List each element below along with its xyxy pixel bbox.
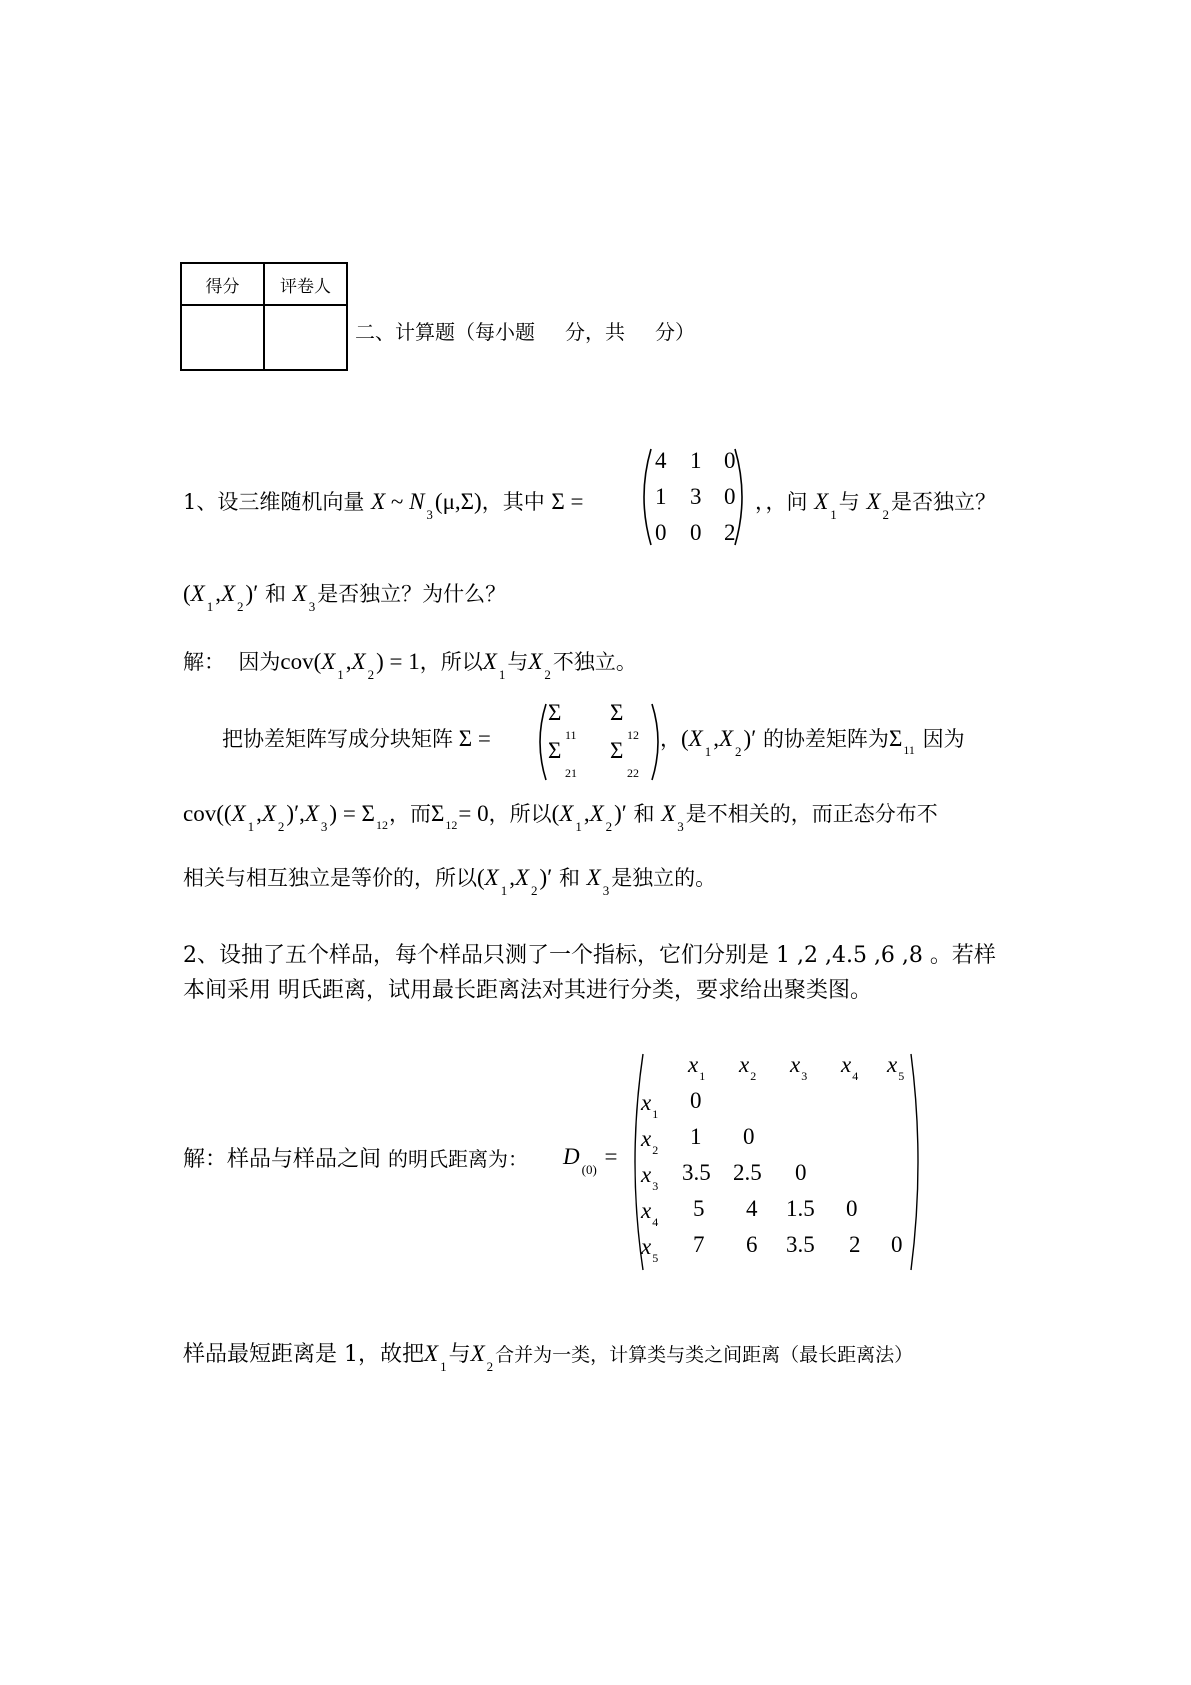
section-title: 二、计算题（每小题 分，共 分） (355, 320, 695, 344)
grader-cell (264, 305, 347, 370)
last-line: 样品最短距离是 1，故把$X_1$与$X_2$合并为一类，计算类与类之间距离（最长距离法） (183, 1341, 914, 1374)
q1-line2: $(X_1,X_2)'$ 和 $X_3$是否独立？为什么？ (183, 581, 507, 614)
q1-line1: 1、设三维随机向量 X ~ $N_3(\mu,\Sigma)$，其中 Σ = (183, 489, 584, 522)
sol1-line4: 相关与相互独立是等价的，所以$(X_1,X_2)'$ 和 $X_3$是独立的。 (183, 865, 717, 898)
table-double-line (346, 262, 347, 369)
distance-matrix-parens (625, 1052, 925, 1272)
sol2-label: 解：样品与样品之间 的明氏距离为： (183, 1147, 529, 1172)
q1-line1-end: ，，问 $X_1$与 $X_2$是否独立？ (755, 489, 996, 522)
q2-line1: 2、设抽了五个样品，每个样品只测了一个指标，它们分别是 1 ,2 ,4.5 ,6 ,8 。若样 (183, 943, 996, 968)
score-cell (181, 305, 264, 370)
distance-matrix-symbol: $D_{(0)}$ = (563, 1144, 618, 1177)
sol1-line3: $cov((X_1,X_2)',X_3) = \Sigma_{12}$，而$\Sigma_{12}= 0$，所以$(X_1,X_2)'$ 和 $X_3$是不相关的，而正态分布不 (183, 801, 938, 834)
score-table (180, 262, 348, 371)
score-header: 得分 (181, 263, 264, 305)
sol1-line1: 解： 因为$cov(X_1,X_2) = 1$，所以$X_1$与$X_2$不独立。 (183, 649, 637, 682)
sol1-line2-right: ，$(X_1,X_2)'$ 的协差矩阵为$\Sigma_{11}$ 因为 (660, 726, 965, 759)
sol1-line2-left: 把协差矩阵写成分块矩阵 Σ = (222, 726, 491, 751)
grader-header: 评卷人 (264, 263, 347, 305)
q2-line2: 本间采用 明氏距离，试用最长距离法对其进行分类，要求给出聚类图。 (183, 978, 872, 1003)
